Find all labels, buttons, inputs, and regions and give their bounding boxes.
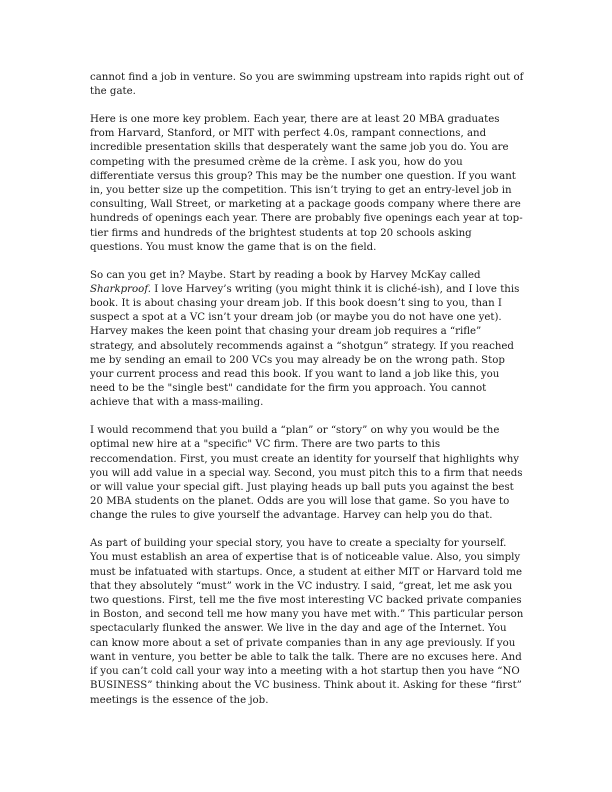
paragraph-text: I love Harvey’s writing (you might think it is cliché-ish), and I love this book. It is about chasing your dream job. If this book doesn’t sing to you, than I suspect a spot at a VC isn’t your dream job (or maybe you do not have one yet). Harvey makes the keen point that chasing your dream job requires a “rifle” strategy, and absolutely recommends against a “shotgun” strategy. If you reached me by sending an email to 200 VCs you may already be on the wrong path. Stop your current process and read this book. If you want to land a job like this, you need to be the "single best" candidate for the firm you approach. You cannot achieve that with a mass-mailing.: [90, 283, 520, 409]
paragraph-text: So can you get in? Maybe. Start by reading a book by Harvey McKay called: [90, 269, 481, 281]
paragraph-text: cannot find a job in venture. So you are swimming upstream into rapids right out of the gate.: [90, 72, 524, 98]
paragraph-competition: [90, 113, 526, 255]
paragraph-plan-story: [90, 424, 526, 523]
paragraph-specialty: [90, 537, 526, 707]
paragraph-text: I would recommend that you build a “plan” or “story” on why you would be the optimal new hire at a "specific" VC firm. There are two parts to this reccomendation. First, you must create an identity for yourself that highlights why you will add value in a special way. Second, you must pitch this to a firm that needs or will value your special gift. Just playing heads up ball puts you against the best 20 MBA students on the planet. Odds are you will lose that game. So you have to change the rules to give yourself the advantage. Harvey can help you do that.: [90, 425, 523, 522]
paragraph-text: Here is one more key problem. Each year, there are at least 20 MBA graduates from Harvard, Stanford, or MIT with perfect 4.0s, rampant connections, and incredible presentation skills that desperately want the same job you do. You are competing with the presumed crème de la crème. I ask you, how do you differentiate versus this group? This may be the number one question. If you want in, you better size up the competition. This isn’t trying to get an entry-level job in consulting, Wall Street, or marketing at a package goods company where there are hundreds of openings each year. There are probably five openings each year at top-tier firms and hundreds of the brightest students at top 20 schools asking questions. You must know the game that is on the field.: [90, 114, 523, 253]
document-body: [90, 71, 526, 708]
paragraph-continuation: [90, 71, 526, 99]
paragraph-sharkproof: [90, 269, 526, 411]
book-title: Sharkproof.: [90, 283, 151, 295]
paragraph-text: As part of building your special story, you have to create a specialty for yourself. You must establish an area of expertise that is of noticeable value. Also, you simply must be infatuated with startups. Once, a student at either MIT or Harvard told me that they absolutely “must” work in the VC industry. I said, “great, let me ask you two questions. First, tell me the five most interesting VC backed private companies in Boston, and second tell me how many you have met with.” This particular person spectacularly flunked the answer. We live in the day and age of the Internet. You can know more about a set of private companies than in any age previously. If you want in venture, you better be able to talk the talk. There are no excuses here. And if you can’t cold call your way into a meeting with a hot startup then you have “NO BUSINESS” thinking about the VC business. Think about it. Asking for these “first” meetings is the essence of the job.: [90, 538, 524, 706]
